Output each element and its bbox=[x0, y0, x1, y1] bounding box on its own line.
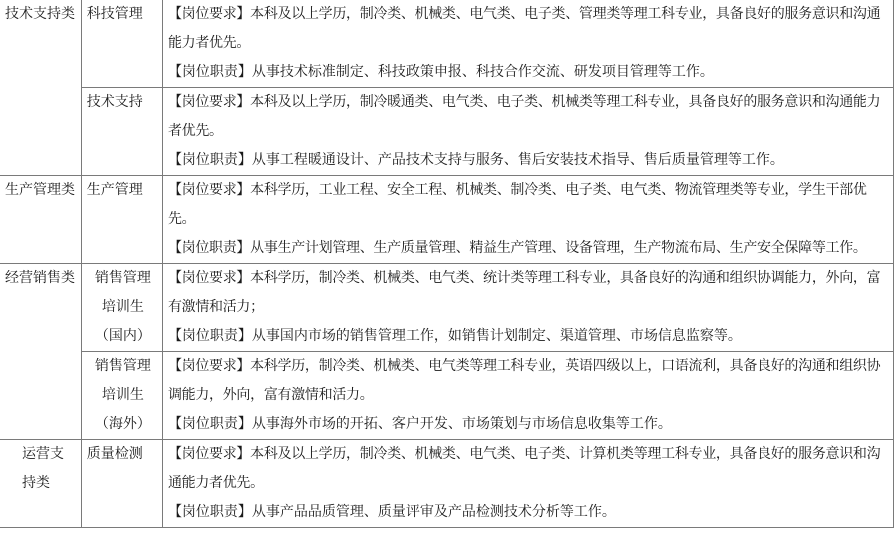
requirement-text: 【岗位要求】本科及以上学历，制冷类、机械类、电气类、电子类、管理类等理工科专业，具备良好的服务意识和沟通能力者优先。 bbox=[167, 6, 881, 51]
description-cell bbox=[162, 176, 893, 264]
requirement-text: 【岗位要求】本科学历，制冷类、机械类、电气类等理工科专业，英语四级以上，口语流利，具备良好的沟通和组织协调能力，外向，富有激情和活力。 bbox=[167, 358, 881, 403]
position-cell bbox=[81, 176, 162, 264]
requirement-text: 【岗位要求】本科学历，制冷类、机械类、电气类、统计类等理工科专业，具备良好的沟通和组织协调能力，外向，富有激情和活力； bbox=[167, 270, 881, 315]
description-cell bbox=[162, 264, 893, 352]
position-name-line2: 培训生 bbox=[101, 387, 144, 403]
table-row bbox=[0, 352, 894, 440]
duty-text: 【岗位职责】从事产品品质管理、质量评审及产品检测技术分析等工作。 bbox=[167, 504, 616, 520]
table-row bbox=[0, 0, 894, 88]
table-row bbox=[0, 176, 894, 264]
table-row bbox=[0, 440, 894, 528]
position-cell bbox=[81, 88, 162, 176]
duty-text: 【岗位职责】从事技术标准制定、科技政策申报、科技合作交流、研发项目管理等工作。 bbox=[167, 64, 714, 80]
position-name: 销售管理 bbox=[94, 270, 151, 286]
duty-text: 【岗位职责】从事工程暖通设计、产品技术支持与服务、售后安装技术指导、售后质量管理等工作。 bbox=[167, 152, 784, 168]
category-cell: 运营支持类 bbox=[0, 440, 81, 528]
duty-text: 【岗位职责】从事生产计划管理、生产质量管理、精益生产管理、设备管理，生产物流布局、生产安全保障等工作。 bbox=[167, 240, 867, 256]
position-name: 技术支持 bbox=[86, 94, 143, 110]
description-cell bbox=[162, 440, 893, 528]
position-name-line3: （国内） bbox=[94, 328, 151, 344]
category-cell: 技术支持类 bbox=[0, 0, 81, 176]
requirement-text: 【岗位要求】本科学历，工业工程、安全工程、机械类、制冷类、电子类、电气类、物流管理类等专业，学生干部优先。 bbox=[167, 182, 867, 227]
requirement-text: 【岗位要求】本科及以上学历，制冷暖通类、电气类、电子类、机械类等理工科专业，具备良好的服务意识和沟通能力者优先。 bbox=[167, 94, 881, 139]
position-cell bbox=[81, 264, 162, 352]
table-row bbox=[0, 264, 894, 352]
category-cell: 生产管理类 bbox=[0, 176, 81, 264]
category-cell: 经营销售类 bbox=[0, 264, 81, 440]
description-cell bbox=[162, 0, 893, 88]
position-name: 科技管理 bbox=[86, 6, 143, 22]
requirement-text: 【岗位要求】本科及以上学历，制冷类、机械类、电气类、电子类、计算机类等理工科专业，具备良好的服务意识和沟通能力者优先。 bbox=[167, 446, 881, 491]
position-name-line2: 培训生 bbox=[101, 299, 144, 315]
position-cell bbox=[81, 440, 162, 528]
duty-text: 【岗位职责】从事国内市场的销售管理工作，如销售计划制定、渠道管理、市场信息监察等。 bbox=[167, 328, 742, 344]
position-name-line3: （海外） bbox=[94, 416, 151, 432]
description-cell bbox=[162, 88, 893, 176]
position-name: 质量检测 bbox=[86, 446, 143, 462]
table-row bbox=[0, 88, 894, 176]
description-cell bbox=[162, 352, 893, 440]
position-cell bbox=[81, 352, 162, 440]
position-name: 销售管理 bbox=[94, 358, 151, 374]
position-cell bbox=[81, 0, 162, 88]
position-name: 生产管理 bbox=[86, 182, 143, 198]
duty-text: 【岗位职责】从事海外市场的开拓、客户开发、市场策划与市场信息收集等工作。 bbox=[167, 416, 672, 432]
